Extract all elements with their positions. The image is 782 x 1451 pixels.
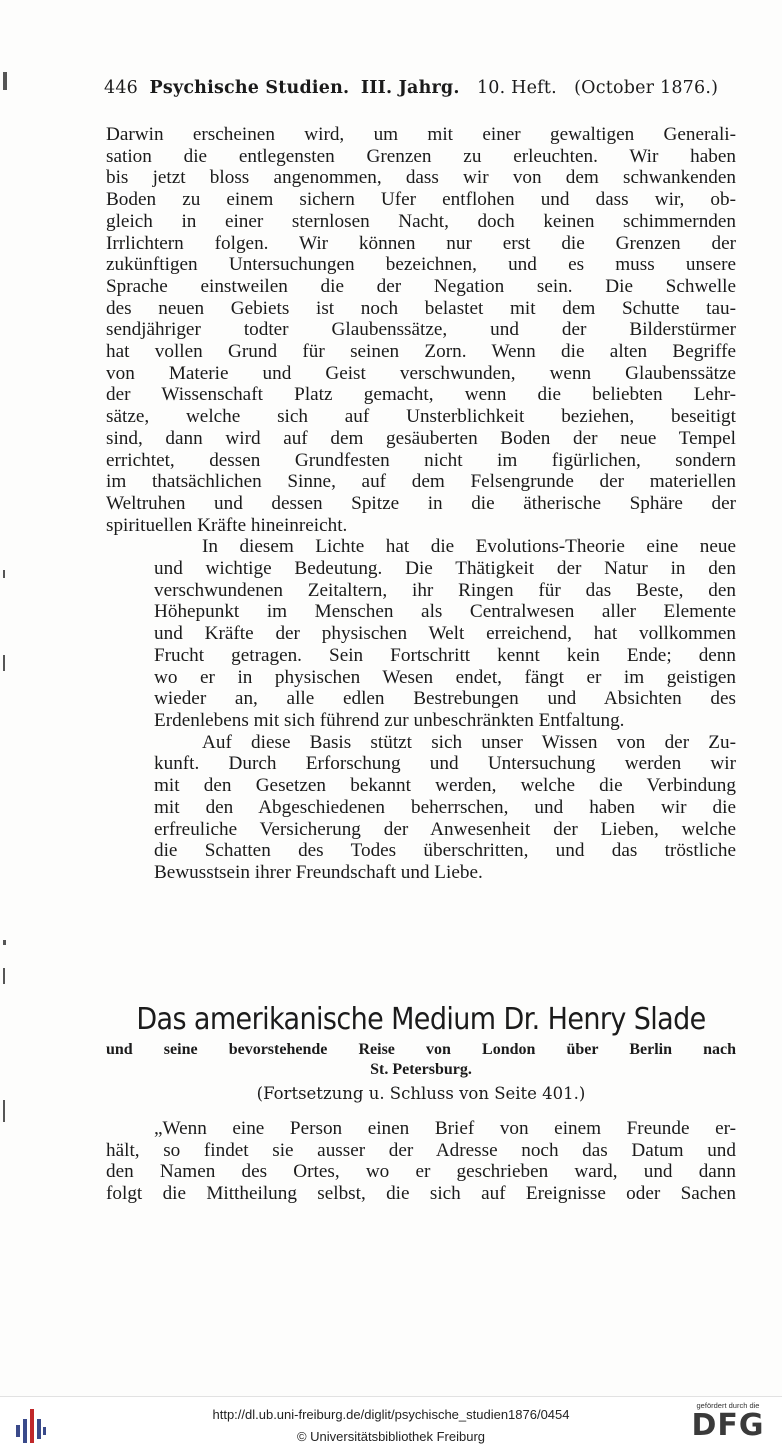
text-line: mit den Gesetzen bekannt werden, welche die Verbindung <box>154 775 736 797</box>
text-line: im thatsächlichen Sinne, auf dem Felsengrunde der materiellen <box>106 471 736 493</box>
text-line: wo er in physischen Wesen endet, fängt er im geistigen <box>154 666 736 688</box>
paragraph <box>106 732 736 884</box>
text-line: Bewusstsein ihrer Freundschaft und Liebe. <box>154 861 483 883</box>
copyright: © Universitätsbibliothek Freiburg <box>296 1429 486 1444</box>
continuation-note: (Fortsetzung u. Schluss von Seite 401.) <box>256 1084 586 1103</box>
text-line: In diesem Lichte hat die Evolutions-Theorie eine neue <box>202 536 736 558</box>
text-line: „Wenn eine Person einen Brief von einem Freunde er- <box>154 1118 736 1139</box>
text-line: wieder an, alle edlen Bestrebungen und Absichten des <box>154 688 736 710</box>
text-line: Auf diese Basis stützt sich unser Wissen von der Zu- <box>202 731 736 753</box>
paragraph <box>106 124 736 536</box>
section-body <box>106 1118 736 1205</box>
text-line: gleich in einer sternlosen Nacht, doch keinen schimmernden <box>106 210 736 232</box>
text-line: errichtet, dessen Grundfesten nicht im figürlichen, sondern <box>106 449 736 471</box>
text-line: sation die entlegensten Grenzen zu erleuchten. Wir haben <box>106 145 736 167</box>
scan-margin-mark <box>3 570 5 578</box>
scan-margin-mark <box>3 968 5 984</box>
subtitle-line: St. Petersburg. <box>370 1061 472 1078</box>
text-line: und Kräfte der physischen Welt erreichend, hat vollkommen <box>154 623 736 645</box>
text-line: Boden zu einem sichern Ufer entflohen und dass wir, ob- <box>106 189 736 211</box>
scan-margin-mark <box>3 72 7 90</box>
text-line: Höhepunkt im Menschen als Centralwesen aller Elemente <box>154 601 736 623</box>
text-line: Irrlichtern folgen. Wir können nur erst die Grenzen der <box>106 232 736 254</box>
source-url[interactable]: http://dl.ub.uni-freiburg.de/diglit/psychische_studien1876/0454 <box>212 1407 570 1422</box>
dfg-logo-text: DFG <box>691 1408 765 1443</box>
page-number: 446 <box>104 78 139 98</box>
text-line: sendjähriger todter Glaubenssätze, und der Bilderstürmer <box>106 319 736 341</box>
text-line: folgt die Mittheilung selbst, die sich auf Ereignisse oder Sachen <box>106 1183 736 1205</box>
issue: 10. Heft. <box>476 78 557 98</box>
dfg-logo <box>686 1401 770 1447</box>
issue-date: (October 1876.) <box>574 78 719 98</box>
text-line: zukünftigen Untersuchungen bezeichnen, und es muss unsere <box>106 254 736 276</box>
text-line: kunft. Durch Erforschung und Untersuchung werden wir <box>154 753 736 775</box>
text-line: Sprache einstweilen die der Negation sein. Die Schwelle <box>106 275 736 297</box>
text-line: bis jetzt bloss angenommen, dass wir von dem schwankenden <box>106 167 736 189</box>
paragraph <box>106 536 736 731</box>
text-line: verschwundenen Zeitaltern, ihr Ringen für das Beste, den <box>154 579 736 601</box>
text-line: und wichtige Bedeutung. Die Thätigkeit der Natur in den <box>154 558 736 580</box>
text-line: des neuen Gebiets ist noch belastet mit dem Schutte tau- <box>106 297 736 319</box>
subtitle-line: und seine bevorstehende Reise von London über Berlin nach <box>106 1041 736 1058</box>
volume: III. Jahrg. <box>360 78 460 98</box>
text-line: erfreuliche Versicherung der Anwesenheit der Lieben, welche <box>154 818 736 840</box>
text-line: mit den Abgeschiedenen beherrschen, und haben wir die <box>154 796 736 818</box>
section-subtitle <box>106 1040 736 1080</box>
sponsor-note: gefördert durch die <box>696 1401 760 1410</box>
text-line: der Wissenschaft Platz gemacht, wenn die beliebten Lehr- <box>106 384 736 406</box>
scan-margin-mark <box>3 940 6 945</box>
text-line: spirituellen Kräfte hineinreicht. <box>106 514 348 536</box>
footer-bar <box>0 1396 782 1451</box>
text-line: Erdenlebens mit sich führend zur unbeschränkten Entfaltung. <box>154 709 625 731</box>
text-line: hat vollen Grund für seinen Zorn. Wenn die alten Begriffe <box>106 341 736 363</box>
text-line: Weltruhen und dessen Spitze in die ätherische Sphäre der <box>106 492 736 514</box>
text-line: hält, so findet sie ausser der Adresse noch das Datum und <box>106 1139 736 1161</box>
article-body <box>106 124 736 884</box>
text-line: Frucht getragen. Sein Fortschritt kennt kein Ende; denn <box>154 644 736 666</box>
text-line: sind, dann wird auf dem gesäuberten Boden der neue Tempel <box>106 427 736 449</box>
text-line: den Namen des Ortes, wo er geschrieben ward, und dann <box>106 1161 736 1183</box>
section-title: Das amerikanische Medium Dr. Henry Slade <box>136 1002 706 1037</box>
text-line: die Schatten des Todes überschritten, und das tröstliche <box>154 840 736 862</box>
text-line: Darwin erscheinen wird, um mit einer gewaltigen Generali- <box>106 124 736 145</box>
running-header <box>104 78 736 98</box>
text-line: sätze, welche sich auf Unsterblichkeit beziehen, beseitigt <box>106 406 736 428</box>
paragraph <box>106 1118 736 1205</box>
scan-margin-mark <box>3 1100 5 1122</box>
scan-margin-mark <box>3 655 5 671</box>
journal-title: Psychische Studien. <box>149 78 350 98</box>
text-line: von Materie und Geist verschwunden, wenn Glaubenssätze <box>106 362 736 384</box>
